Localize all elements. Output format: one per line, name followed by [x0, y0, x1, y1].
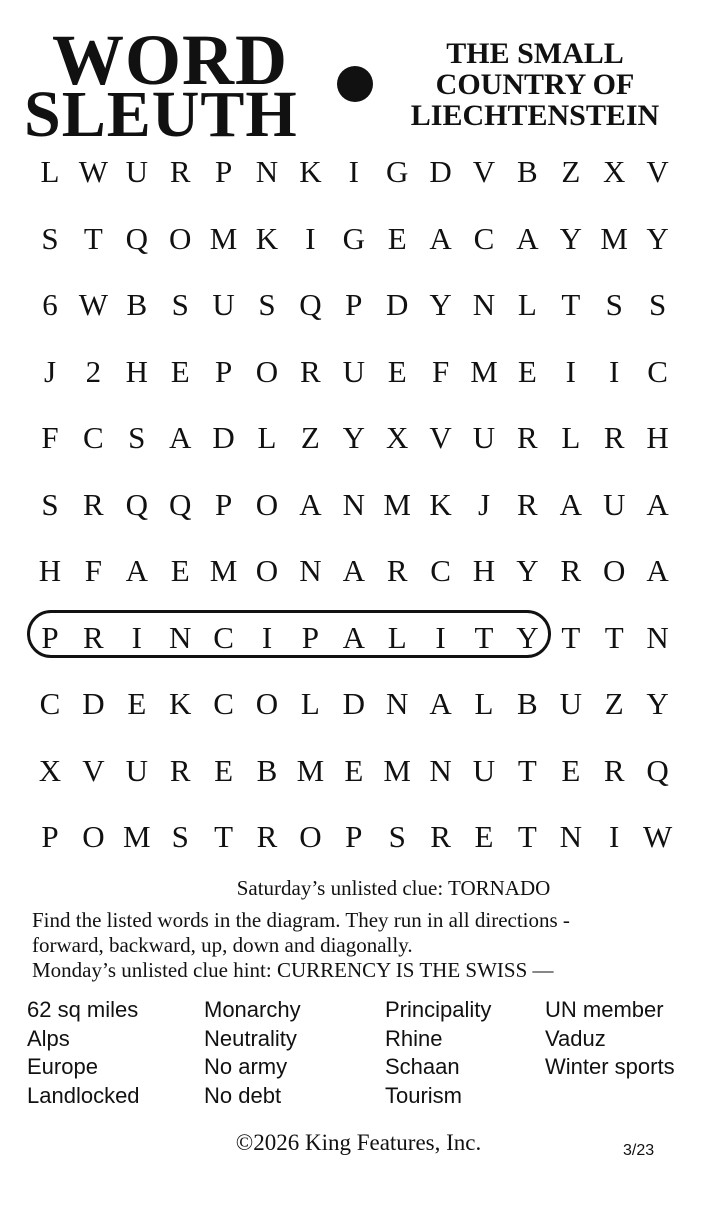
grid-letter[interactable]: E — [127, 686, 147, 721]
grid-letter[interactable]: P — [214, 353, 233, 389]
grid-letter[interactable]: W — [642, 819, 673, 854]
grid-letter[interactable]: A — [429, 220, 452, 256]
word-list-item: Monarchy — [204, 997, 301, 1022]
grid-letter[interactable]: I — [131, 619, 142, 655]
grid-letter[interactable]: G — [385, 154, 409, 189]
grid-letter[interactable]: I — [305, 220, 316, 256]
word-list-item: No debt — [204, 1082, 282, 1108]
word-list-item: Vaduz — [545, 1025, 606, 1051]
grid-letter[interactable]: L — [561, 420, 581, 455]
grid-letter[interactable]: B — [517, 154, 538, 189]
grid-letter[interactable]: S — [171, 819, 189, 854]
grid-row — [28, 215, 688, 275]
grid-row — [28, 481, 688, 541]
grid-letter[interactable]: I — [565, 353, 576, 389]
grid-letter[interactable]: N — [646, 619, 669, 655]
grid-letter[interactable]: I — [609, 819, 620, 854]
grid-letter[interactable]: V — [472, 154, 496, 189]
grid-letter[interactable]: S — [605, 287, 623, 322]
letter-grid[interactable] — [28, 148, 688, 878]
word-list-item: No army — [204, 1054, 288, 1079]
grid-letter[interactable]: 2 — [85, 353, 102, 389]
instructions-line: Monday’s unlisted clue hint: CURRENCY IS THE SWISS — — [32, 958, 554, 982]
grid-letter[interactable]: R — [83, 619, 104, 655]
grid-letter[interactable]: S — [41, 220, 59, 256]
grid-letter[interactable]: P — [41, 819, 59, 854]
grid-letter[interactable]: A — [342, 619, 365, 655]
grid-letter[interactable]: N — [255, 154, 279, 189]
grid-letter[interactable]: Q — [125, 486, 148, 522]
grid-letter[interactable]: D — [385, 287, 409, 322]
grid-letter[interactable]: N — [472, 287, 496, 322]
grid-letter[interactable]: M — [470, 353, 498, 389]
grid-letter[interactable]: N — [559, 819, 582, 854]
grid-letter[interactable]: I — [261, 619, 273, 655]
grid-letter[interactable]: T — [474, 619, 494, 655]
grid-letter[interactable]: C — [213, 686, 234, 721]
word-list — [0, 996, 717, 1116]
grid-letter[interactable]: U — [212, 287, 235, 322]
grid-letter[interactable]: N — [299, 553, 322, 588]
puzzle-header — [0, 0, 717, 150]
grid-letter[interactable]: X — [602, 154, 626, 189]
grid-letter[interactable]: Y — [646, 686, 669, 721]
grid-letter[interactable]: P — [41, 619, 59, 655]
grid-letter[interactable]: L — [474, 686, 494, 721]
grid-letter[interactable]: X — [38, 752, 62, 788]
grid-letter[interactable]: U — [559, 686, 582, 721]
grid-letter[interactable]: K — [299, 154, 322, 189]
grid-letter[interactable]: R — [300, 353, 321, 389]
grid-letter[interactable]: Q — [125, 220, 148, 256]
grid-letter[interactable]: M — [209, 220, 238, 256]
grid-letter[interactable]: A — [429, 686, 452, 721]
grid-letter[interactable]: A — [646, 553, 669, 588]
grid-letter[interactable]: U — [472, 420, 496, 455]
grid-letter[interactable]: J — [43, 353, 57, 389]
grid-letter[interactable]: R — [386, 553, 408, 588]
grid-letter[interactable]: A — [299, 486, 322, 522]
grid-letter[interactable]: K — [255, 220, 279, 256]
grid-letter[interactable]: S — [171, 287, 189, 322]
grid-letter[interactable]: D — [212, 420, 235, 455]
theme-line: THE SMALL — [446, 37, 624, 70]
instructions — [32, 908, 682, 983]
grid-letter[interactable]: I — [609, 353, 620, 389]
word-list-item: Schaan — [385, 1054, 460, 1079]
grid-letter[interactable]: L — [257, 420, 277, 455]
grid-row — [28, 414, 688, 474]
grid-letter[interactable]: F — [41, 420, 59, 455]
copyright: ©2026 King Features, Inc. — [235, 1130, 482, 1155]
grid-letter[interactable]: T — [83, 220, 103, 256]
grid-letter[interactable]: R — [83, 486, 104, 522]
grid-letter[interactable]: L — [387, 619, 407, 655]
grid-letter[interactable]: H — [646, 420, 669, 455]
grid-letter[interactable]: R — [256, 819, 278, 854]
instructions-line: Find the listed words in the diagram. They run in all directions - — [32, 908, 570, 932]
grid-letter[interactable]: C — [473, 220, 495, 256]
grid-letter[interactable]: R — [169, 154, 191, 189]
word-list-item: Tourism — [385, 1082, 463, 1108]
grid-letter[interactable]: W — [78, 154, 109, 189]
grid-letter[interactable]: E — [474, 819, 494, 854]
grid-row — [28, 281, 688, 341]
grid-letter[interactable]: F — [84, 553, 103, 588]
word-list-item: Rhine — [385, 1025, 443, 1051]
grid-letter[interactable]: R — [603, 420, 625, 455]
grid-letter[interactable]: E — [517, 353, 537, 389]
grid-letter[interactable]: X — [385, 420, 409, 455]
grid-letter[interactable]: E — [170, 353, 190, 389]
grid-row — [28, 547, 688, 607]
grid-letter[interactable]: N — [168, 619, 192, 655]
grid-letter[interactable]: P — [345, 819, 363, 854]
grid-letter[interactable]: A — [559, 486, 582, 522]
grid-letter[interactable]: U — [472, 752, 496, 788]
found-word-circle-principality — [27, 610, 551, 658]
grid-letter[interactable]: A — [125, 553, 148, 588]
grid-letter[interactable]: G — [342, 220, 365, 256]
grid-letter[interactable]: M — [123, 819, 151, 854]
grid-letter[interactable]: S — [648, 287, 667, 322]
grid-letter[interactable]: E — [170, 553, 190, 588]
grid-letter[interactable]: T — [517, 819, 537, 854]
grid-letter[interactable]: Z — [300, 420, 320, 455]
word-list-item: Neutrality — [204, 1025, 297, 1051]
word-list-item: Landlocked — [27, 1082, 140, 1108]
grid-letter[interactable]: Y — [516, 553, 539, 588]
grid-letter[interactable]: D — [342, 686, 365, 721]
grid-letter[interactable]: Y — [516, 619, 539, 655]
word-list-item: Alps — [27, 1025, 70, 1051]
grid-letter[interactable]: L — [517, 287, 537, 322]
grid-letter[interactable]: Y — [646, 220, 669, 256]
grid-letter[interactable]: B — [126, 287, 148, 322]
grid-letter[interactable]: V — [646, 154, 669, 189]
grid-letter[interactable]: U — [125, 154, 148, 189]
title-word: WORD — [52, 20, 288, 100]
grid-letter[interactable]: V — [429, 420, 452, 455]
grid-letter[interactable]: E — [344, 752, 364, 788]
grid-letter[interactable]: K — [429, 486, 452, 522]
grid-letter[interactable]: F — [431, 353, 450, 389]
grid-letter[interactable]: C — [647, 353, 668, 389]
grid-letter[interactable]: M — [383, 752, 411, 788]
unlisted-clue: Saturday’s unlisted clue: TORNADO — [236, 876, 551, 900]
grid-letter[interactable]: U — [125, 752, 148, 788]
grid-row — [28, 148, 688, 208]
grid-letter[interactable]: A — [516, 220, 539, 256]
grid-letter[interactable]: N — [342, 486, 365, 522]
grid-letter[interactable]: Q — [299, 287, 322, 322]
grid-letter[interactable]: B — [517, 686, 538, 721]
grid-letter[interactable]: S — [258, 287, 276, 322]
grid-letter[interactable]: Y — [342, 420, 365, 455]
theme-line: LIECHTENSTEIN — [410, 99, 660, 133]
grid-letter[interactable]: U — [342, 353, 365, 389]
grid-letter[interactable]: R — [603, 752, 625, 788]
grid-letter[interactable]: T — [517, 752, 537, 788]
grid-letter[interactable]: T — [561, 619, 581, 655]
grid-letter[interactable]: C — [39, 686, 61, 721]
puzzle-date: 3/23 — [623, 1142, 655, 1159]
grid-letter[interactable]: E — [387, 220, 407, 256]
grid-letter[interactable]: O — [168, 220, 192, 256]
title-sleuth: SLEUTH — [24, 78, 298, 151]
grid-letter[interactable]: T — [214, 819, 234, 854]
grid-letter[interactable]: B — [256, 752, 278, 788]
grid-letter[interactable]: N — [385, 686, 409, 721]
grid-letter[interactable]: Z — [604, 686, 624, 721]
grid-letter[interactable]: T — [604, 619, 624, 655]
grid-letter[interactable]: R — [517, 486, 538, 522]
grid-letter[interactable]: C — [213, 619, 234, 655]
instructions-line: forward, backward, up, down and diagonally. — [32, 933, 413, 957]
grid-letter[interactable]: C — [430, 553, 451, 588]
grid-letter[interactable]: Y — [429, 287, 452, 322]
word-list-column — [27, 996, 140, 1110]
grid-letter[interactable]: P — [301, 619, 320, 655]
grid-letter[interactable]: H — [125, 353, 148, 389]
grid-letter[interactable]: A — [342, 553, 365, 588]
word-list-item: Europe — [27, 1054, 98, 1079]
grid-letter[interactable]: R — [517, 420, 538, 455]
grid-letter[interactable]: L — [40, 154, 60, 189]
grid-row — [28, 348, 688, 408]
grid-letter[interactable]: Q — [168, 486, 192, 522]
grid-letter[interactable]: C — [83, 420, 104, 455]
grid-letter[interactable]: D — [82, 686, 105, 721]
grid-letter[interactable]: S — [128, 420, 146, 455]
grid-letter[interactable]: R — [169, 752, 191, 788]
grid-letter[interactable]: S — [41, 486, 59, 522]
grid-letter[interactable]: M — [209, 553, 238, 588]
grid-letter[interactable]: Z — [561, 154, 581, 189]
grid-letter[interactable]: P — [214, 486, 233, 522]
grid-letter[interactable]: H — [472, 553, 496, 588]
word-list-item: Principality — [385, 997, 492, 1022]
word-list-column — [545, 996, 675, 1082]
word-list-item: 62 sq miles — [27, 997, 139, 1022]
grid-letter[interactable]: P — [214, 154, 233, 189]
title-bullet — [337, 66, 373, 102]
grid-letter[interactable]: D — [429, 154, 452, 189]
grid-letter[interactable]: S — [388, 819, 406, 854]
grid-letter[interactable]: O — [255, 486, 279, 522]
grid-letter[interactable]: U — [602, 486, 626, 522]
grid-letter[interactable]: Q — [646, 752, 669, 788]
word-list-item: Winter sports — [545, 1054, 675, 1079]
grid-letter[interactable]: A — [646, 486, 669, 522]
grid-letter[interactable]: O — [299, 819, 322, 854]
word-list-column — [204, 996, 301, 1110]
grid-letter[interactable]: L — [300, 686, 320, 721]
grid-letter[interactable]: I — [348, 154, 359, 189]
grid-letter[interactable]: E — [387, 353, 407, 389]
grid-letter[interactable]: A — [168, 420, 192, 455]
grid-letter[interactable]: K — [168, 686, 192, 721]
grid-letter[interactable]: O — [82, 819, 105, 854]
grid-letter[interactable]: W — [78, 287, 109, 322]
grid-letter[interactable]: 6 — [42, 287, 58, 322]
grid-letter[interactable]: R — [430, 819, 451, 854]
grid-letter[interactable]: H — [38, 553, 62, 588]
grid-row — [28, 680, 688, 740]
grid-letter[interactable]: O — [602, 553, 626, 588]
word-list-column — [385, 996, 491, 1110]
grid-row — [28, 747, 688, 807]
grid-letter[interactable]: M — [296, 752, 325, 788]
grid-letter[interactable]: N — [429, 752, 452, 788]
grid-letter[interactable]: M — [383, 486, 411, 522]
grid-letter[interactable]: O — [255, 353, 279, 389]
grid-letter[interactable]: J — [477, 486, 491, 522]
grid-letter[interactable]: I — [435, 619, 446, 655]
grid-letter[interactable]: M — [600, 220, 628, 256]
grid-letter[interactable]: P — [345, 287, 363, 322]
grid-letter[interactable]: T — [561, 287, 581, 322]
word-list-item: UN member — [545, 997, 664, 1022]
grid-row — [28, 813, 688, 873]
theme-line: COUNTRY OF — [435, 68, 635, 102]
grid-letter[interactable]: O — [255, 686, 279, 721]
grid-letter[interactable]: E — [214, 752, 234, 788]
grid-letter[interactable]: E — [561, 752, 581, 788]
grid-letter[interactable]: R — [560, 553, 582, 588]
grid-letter[interactable]: V — [82, 752, 105, 788]
grid-letter[interactable]: O — [255, 553, 279, 588]
grid-letter[interactable]: Y — [559, 220, 582, 256]
puzzle-theme — [380, 38, 690, 132]
